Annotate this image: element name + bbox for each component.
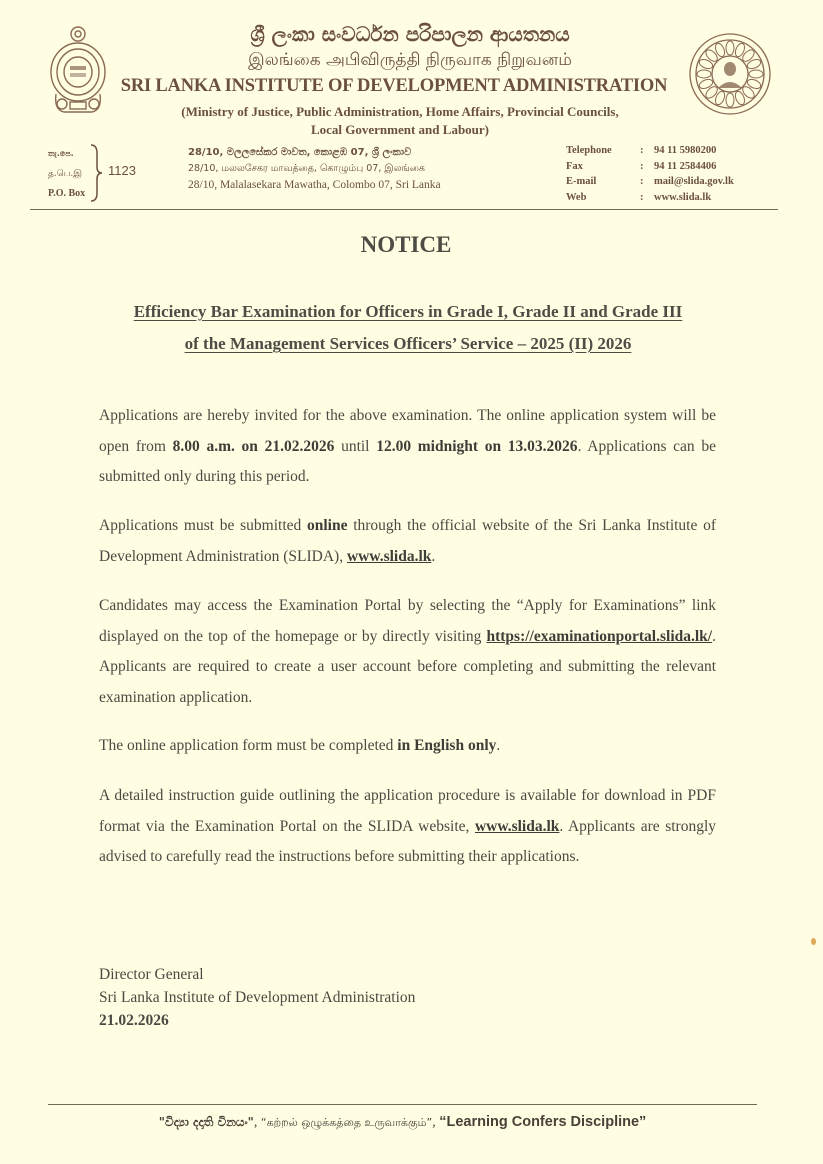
motto-separator: ,: [432, 1115, 440, 1130]
contact-label: Fax: [566, 160, 583, 172]
ministry-line-2: Local Government and Labour): [310, 122, 490, 137]
seal-petal: [734, 42, 747, 58]
motto-separator: ,: [253, 1115, 261, 1130]
contact-value: 94 11 2584406: [654, 160, 717, 172]
contact-label: Telephone: [566, 145, 612, 156]
national-emblem-icon: [48, 22, 108, 117]
contact-separator: :: [640, 160, 644, 172]
address-block: [188, 145, 441, 193]
address-english: 28/10, Malalasekara Mawatha, Colombo 07, Sri Lanka: [188, 179, 441, 191]
seal-petal: [714, 42, 727, 58]
contact-value[interactable]: mail@slida.gov.lk: [654, 176, 734, 187]
contact-label: E-mail: [566, 176, 597, 187]
seal-petal: [746, 78, 762, 91]
text: Applications must be submitted: [99, 517, 307, 534]
slida-website-link[interactable]: www.slida.lk: [346, 547, 432, 565]
text: Applications are hereby invited for the above examination. The online application system will be open from: [99, 407, 716, 455]
seal-petal: [726, 41, 734, 55]
contact-web: [566, 190, 734, 206]
seal-petal: [698, 78, 714, 91]
text: The online application form must be completed: [99, 737, 398, 754]
text: Candidates may access the Examination Portal by selecting the “Apply for Examinations” link displayed on the top of the homepage or by directly visiting: [99, 597, 716, 645]
institute-name-sinhala: ශ්‍රී ලංකා සංවර්ධන පරිපාලන ආයතනය: [250, 22, 570, 46]
footer-divider: [48, 1104, 757, 1105]
address-tamil: 28/10, மலலசேகர மாவத்தை, கொழும்பு 07, இலங்கை: [188, 163, 425, 174]
notice-heading: NOTICE: [360, 232, 452, 257]
examination-portal-link[interactable]: https://examinationportal.slida.lk/: [486, 627, 713, 645]
seal-petal: [697, 70, 711, 78]
paper-stain: [811, 938, 816, 945]
seal-petal: [734, 90, 747, 106]
paragraph-submission-method: [99, 511, 716, 572]
contact-value[interactable]: www.slida.lk: [654, 191, 712, 203]
slida-website-link[interactable]: www.slida.lk: [474, 817, 560, 835]
close-datetime: 12.00 midnight on 13.03.2026: [376, 437, 578, 455]
seal-petal: [749, 70, 763, 78]
text: . Applications can be submitted only during this period.: [99, 437, 717, 485]
pobox-label-tamil: த.பெ.இ: [48, 169, 83, 179]
text: . Applicants are required to create a user account before completing and submitting the relevant examination application.: [99, 627, 716, 706]
address-sinhala: 28/10, මලලසේකර මාවත, කොළඹ 07, ශ්‍රී ලංකාව: [188, 147, 412, 158]
institute-name-tamil: இலங்கை அபிவிருத்தி நிருவாக நிறுவனம்: [248, 50, 572, 70]
pobox-label-sinhala: තැ.පෙ.: [48, 149, 74, 158]
paragraph-language: [99, 731, 716, 762]
notice-date: 21.02.2026: [99, 1012, 169, 1029]
pobox-number: 1123: [108, 163, 136, 178]
text: until: [334, 437, 377, 455]
header-divider: [30, 209, 778, 210]
contact-separator: :: [640, 176, 644, 187]
signatory-organization: Sri Lanka Institute of Development Administration: [99, 989, 416, 1006]
ministry-line: [150, 103, 650, 139]
text: . Applicants are strongly advised to carefully read the instructions before submitting their applications.: [99, 817, 716, 865]
text: .: [496, 737, 501, 754]
contact-separator: :: [640, 191, 644, 203]
ministry-line-1: (Ministry of Justice, Public Administration, Home Affairs, Provincial Councils,: [181, 104, 619, 119]
seal-petal: [746, 58, 762, 71]
footer-motto: [48, 1114, 757, 1131]
signature-block: [99, 963, 415, 1032]
subject-line-2: of the Management Services Officers’ Service – 2025 (II) 2026: [184, 334, 632, 353]
contact-value: 94 11 5980200: [654, 145, 717, 156]
emphasis-online: online: [307, 517, 348, 534]
slida-seal-icon: [688, 32, 772, 116]
contact-block: [566, 143, 734, 205]
paragraph-portal-access: [99, 591, 716, 713]
motto-sinhala: "විද්‍යා දදාති විනයං": [158, 1115, 254, 1129]
text: .: [431, 547, 436, 565]
brace-icon: [88, 143, 104, 203]
contact-label: Web: [566, 191, 587, 203]
seal-petal: [698, 58, 714, 71]
subject-line-1: Efficiency Bar Examination for Officers in Grade I, Grade II and Grade III: [133, 302, 683, 321]
contact-telephone: [566, 143, 734, 159]
text: through the official website of the Sri Lanka Institute of Development Administration (SLIDA),: [99, 517, 716, 565]
pobox-label-english: P.O. Box: [48, 188, 86, 199]
institute-name-english: SRI LANKA INSTITUTE OF DEVELOPMENT ADMINISTRATION: [120, 76, 668, 96]
notice-subject: [90, 296, 726, 360]
contact-fax: [566, 159, 734, 175]
contact-email: [566, 174, 734, 190]
open-datetime: 8.00 a.m. on 21.02.2026: [172, 437, 335, 455]
signatory-title: Director General: [99, 966, 204, 983]
pobox-labels: [48, 144, 85, 204]
motto-english: “Learning Confers Discipline”: [439, 1114, 647, 1130]
paragraph-instruction-guide: [99, 781, 716, 873]
contact-separator: :: [640, 145, 644, 156]
seal-petal: [714, 90, 727, 106]
seal-petal: [726, 93, 734, 107]
text: A detailed instruction guide outlining the application procedure is available for download in PDF format via the Examination Portal on the SLIDA website,: [99, 787, 716, 835]
paragraph-application-period: [99, 401, 716, 493]
motto-tamil: “கற்றல் ஒழுக்கத்தை உருவாக்கும்”: [260, 1116, 433, 1129]
emphasis-english-only: in English only: [397, 737, 497, 754]
